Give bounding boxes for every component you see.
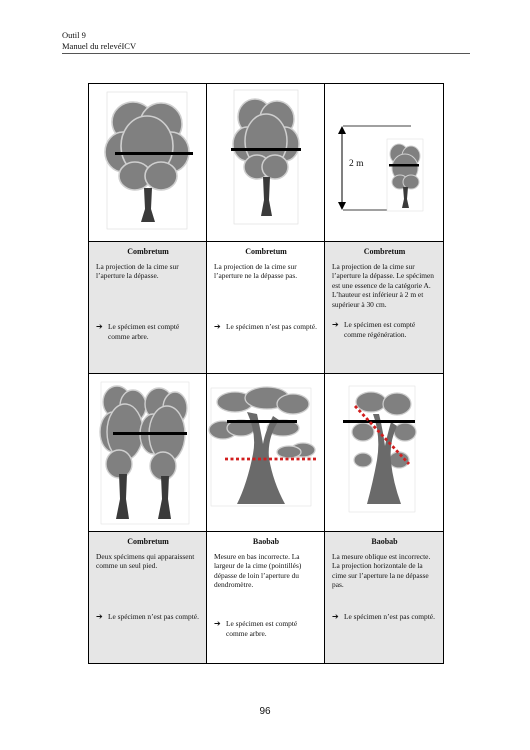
result-text: Le spécimen n’est pas compté. <box>108 612 199 621</box>
page-header <box>62 30 470 52</box>
species-name: Combretum <box>245 247 287 256</box>
result-line <box>214 619 318 638</box>
measurement-description: La mesure oblique est incorrecte. La projection horizontale de la cime sur l’aperture la ne dépasse pas. <box>332 551 431 590</box>
species-name: Combretum <box>363 247 406 256</box>
result-text: Le spécimen est compté comme arbre. <box>108 322 180 341</box>
row2-col2-text <box>207 532 325 664</box>
row1-col1-text <box>89 242 207 374</box>
figure-two-trees <box>89 374 207 532</box>
header-divider <box>62 53 470 54</box>
tree-measurement-table <box>88 83 444 664</box>
species-name: Combretum <box>127 247 169 256</box>
result-text: Le spécimen n’est pas compté. <box>344 612 435 621</box>
page-number: 96 <box>259 706 271 717</box>
figure-baobab-low-measure <box>207 374 325 532</box>
tree-with-aperture-bar-icon <box>89 84 206 241</box>
header-tool-label: Outil 9 <box>62 30 86 40</box>
result-line <box>332 320 437 339</box>
species-name: Combretum <box>127 537 169 546</box>
species-name: Baobab <box>252 537 280 546</box>
height-label: 2 m <box>349 159 364 169</box>
row2-col3-text <box>325 532 444 664</box>
figure-regeneration-height <box>325 84 444 242</box>
header-manual-title: Manuel du relevéICV <box>62 41 137 51</box>
result-line <box>96 322 200 341</box>
measurement-description: La projection de la cime sur l’aperture ne la dépasse pas. <box>214 261 298 281</box>
result-line <box>332 612 437 622</box>
arrow-right-icon: ➔ <box>96 322 103 331</box>
baobab-tree-icon <box>325 374 443 531</box>
result-line <box>96 612 200 622</box>
tree-with-aperture-bar-icon <box>207 84 324 241</box>
figure-baobab-oblique <box>325 374 444 532</box>
measurement-description: Mesure en bas incorrecte. La largeur de la cime (pointillés) dépasse de loin l’aperture du dendromètre. <box>214 551 302 590</box>
arrow-right-icon: ➔ <box>96 612 103 621</box>
row1-col3-text <box>325 242 444 374</box>
result-text: Le spécimen n’est pas compté. <box>226 322 317 331</box>
result-line <box>214 322 318 332</box>
row2-col1-text <box>89 532 207 664</box>
arrow-right-icon: ➔ <box>332 320 339 329</box>
result-text: Le spécimen est compté comme régénération. <box>344 320 416 339</box>
species-name: Baobab <box>371 537 398 546</box>
row1-col2-text <box>207 242 325 374</box>
baobab-tree-icon <box>207 374 324 531</box>
two-trees-icon <box>89 374 206 531</box>
measurement-description: Deux spécimens qui apparaissent comme un seul pied. <box>96 551 195 571</box>
arrow-right-icon: ➔ <box>214 619 221 628</box>
figure-crown-not-exceeds <box>207 84 325 242</box>
measurement-description: La projection de la cime sur l’aperture la dépasse. Le spécimen est une essence de la catégorie A. L’hauteur est inférieur à 2 m et supérieur à 30 cm. <box>332 261 434 309</box>
result-text: Le spécimen est compté comme arbre. <box>226 619 298 638</box>
figure-crown-exceeds <box>89 84 207 242</box>
height-arrow-icon <box>325 84 443 241</box>
arrow-right-icon: ➔ <box>214 322 221 331</box>
measurement-description: La projection de la cime sur l’aperture la dépasse. <box>96 261 179 281</box>
arrow-right-icon: ➔ <box>332 612 339 621</box>
small-tree-icon <box>387 139 423 211</box>
